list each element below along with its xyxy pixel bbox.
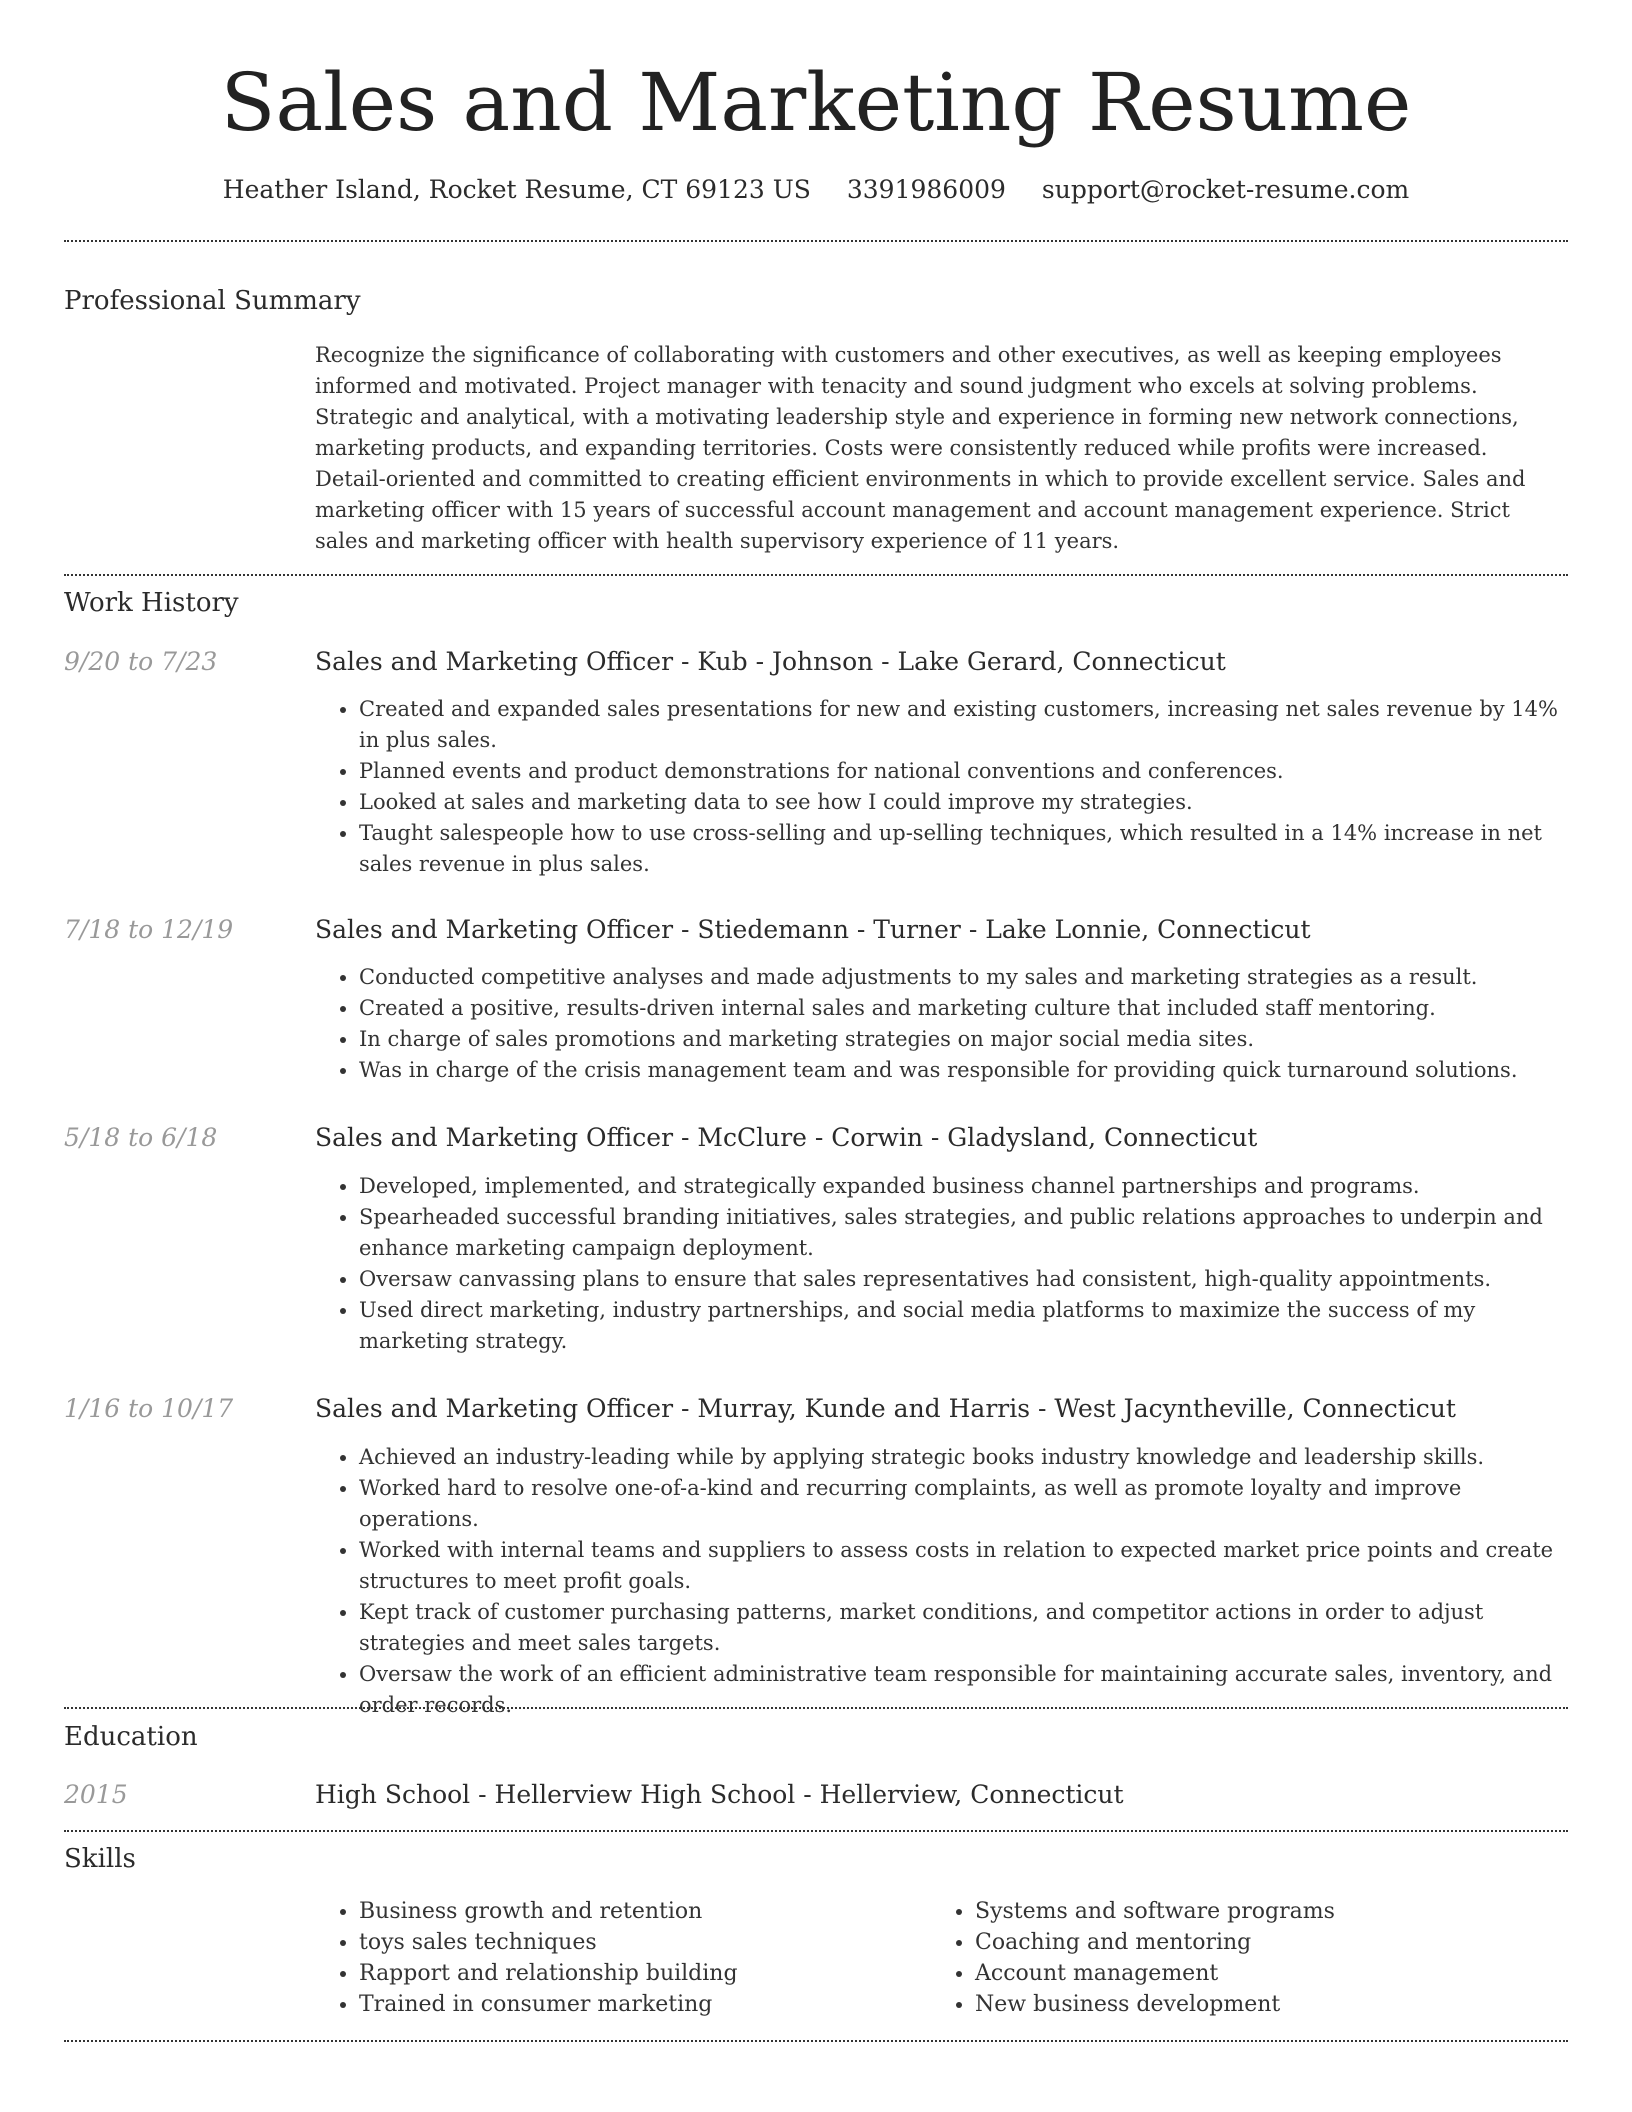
- summary-heading: Professional Summary: [64, 286, 361, 316]
- contact-phone: 3391986009: [846, 175, 1006, 204]
- contact-email: support@rocket-resume.com: [1041, 175, 1410, 204]
- job-title: Sales and Marketing Officer - Kub - Johnson - Lake Gerard, Connecticut: [315, 647, 1226, 676]
- skill-item: • Account management: [975, 1958, 1575, 1989]
- divider: [64, 2040, 1568, 2042]
- job-bullet: • Achieved an industry-leading while by applying strategic books industry knowledge and leadership skills.: [359, 1442, 1570, 1473]
- divider: [64, 1830, 1568, 1832]
- skills-list-right: [931, 1896, 1575, 2020]
- job-bullet: • Worked with internal teams and suppliers to assess costs in relation to expected market price points and create structures to meet profit goals.: [359, 1535, 1570, 1597]
- education-heading: Education: [64, 1722, 198, 1752]
- job-bullet: • Used direct marketing, industry partnerships, and social media platforms to maximize the success of my marketing strategy.: [359, 1295, 1570, 1357]
- job-bullets: [315, 962, 1570, 1086]
- skill-item: • Trained in consumer marketing: [359, 1989, 959, 2020]
- summary-text: Recognize the significance of collaborating with customers and other executives, as well as keeping employees informed and motivated. Project manager with tenacity and sound judgment who excels at solving problems. Strategic and analytical, with a motivating leadership style and experience in forming new network connections, marketing products, and expanding territories. Costs were consistently reduced while profits were increased. Detail-oriented and committed to creating efficient environments in which to provide excellent service. Sales and marketing officer with 15 years of successful account management and account management experience. Strict sales and marketing officer with health supervisory experience of 11 years.: [315, 343, 1526, 553]
- job-bullet: • Oversaw the work of an efficient administrative team responsible for maintaining accurate sales, inventory, and order records.: [359, 1659, 1570, 1721]
- job-bullet: • Oversaw canvassing plans to ensure that sales representatives had consistent, high-quality appointments.: [359, 1264, 1570, 1295]
- job-bullet: • In charge of sales promotions and marketing strategies on major social media sites.: [359, 1024, 1570, 1055]
- job-title: Sales and Marketing Officer - Murray, Kunde and Harris - West Jacyntheville, Connecticut: [315, 1394, 1456, 1423]
- job-bullet: • Planned events and product demonstrations for national conventions and conferences.: [359, 756, 1570, 787]
- education-year: 2015: [64, 1780, 128, 1809]
- skill-item: • Business growth and retention: [359, 1896, 959, 1927]
- job-bullet: • Created a positive, results-driven internal sales and marketing culture that included staff mentoring.: [359, 993, 1570, 1024]
- job-dates: 5/18 to 6/18: [64, 1123, 218, 1152]
- contact-address: Heather Island, Rocket Resume, CT 69123 US: [222, 175, 811, 204]
- job-bullets: [315, 694, 1570, 880]
- divider: [64, 240, 1568, 242]
- job-bullet: • Created and expanded sales presentations for new and existing customers, increasing net sales revenue by 14% in plus sales.: [359, 694, 1570, 756]
- job-title: Sales and Marketing Officer - McClure - Corwin - Gladysland, Connecticut: [315, 1123, 1258, 1152]
- job-bullets: [315, 1171, 1570, 1357]
- skill-item: • Rapport and relationship building: [359, 1958, 959, 1989]
- job-bullet: • Developed, implemented, and strategically expanded business channel partnerships and programs.: [359, 1171, 1570, 1202]
- contact-line: [0, 168, 1632, 212]
- job-bullet: • Looked at sales and marketing data to see how I could improve my strategies.: [359, 787, 1570, 818]
- job-bullet: • Spearheaded successful branding initiatives, sales strategies, and public relations approaches to underpin and enhance marketing campaign deployment.: [359, 1202, 1570, 1264]
- job-bullet: • Worked hard to resolve one-of-a-kind and recurring complaints, as well as promote loyalty and improve operations.: [359, 1473, 1570, 1535]
- job-dates: 9/20 to 7/23: [64, 647, 218, 676]
- job-dates: 1/16 to 10/17: [64, 1394, 234, 1423]
- job-title: Sales and Marketing Officer - Stiedemann - Turner - Lake Lonnie, Connecticut: [315, 915, 1311, 944]
- skill-item: • Systems and software programs: [975, 1896, 1575, 1927]
- job-bullets: [315, 1442, 1570, 1721]
- job-dates: 7/18 to 12/19: [64, 915, 234, 944]
- skill-item: • Coaching and mentoring: [975, 1927, 1575, 1958]
- skill-item: • toys sales techniques: [359, 1927, 959, 1958]
- work-history-heading: Work History: [64, 588, 239, 618]
- divider: [64, 574, 1568, 576]
- divider: [64, 1707, 1568, 1709]
- skills-list-left: [315, 1896, 959, 2020]
- skills-heading: Skills: [64, 1844, 136, 1874]
- job-bullet: • Conducted competitive analyses and made adjustments to my sales and marketing strategies as a result.: [359, 962, 1570, 993]
- skill-item: • New business development: [975, 1989, 1575, 2020]
- education-entry: High School - Hellerview High School - Hellerview, Connecticut: [315, 1780, 1124, 1809]
- job-bullet: • Taught salespeople how to use cross-selling and up-selling techniques, which resulted in a 14% increase in net sales revenue in plus sales.: [359, 818, 1570, 880]
- job-bullet: • Was in charge of the crisis management team and was responsible for providing quick turnaround solutions.: [359, 1055, 1570, 1086]
- job-bullet: • Kept track of customer purchasing patterns, market conditions, and competitor actions in order to adjust strategies and meet sales targets.: [359, 1597, 1570, 1659]
- resume-title: Sales and Marketing Resume: [220, 56, 1412, 149]
